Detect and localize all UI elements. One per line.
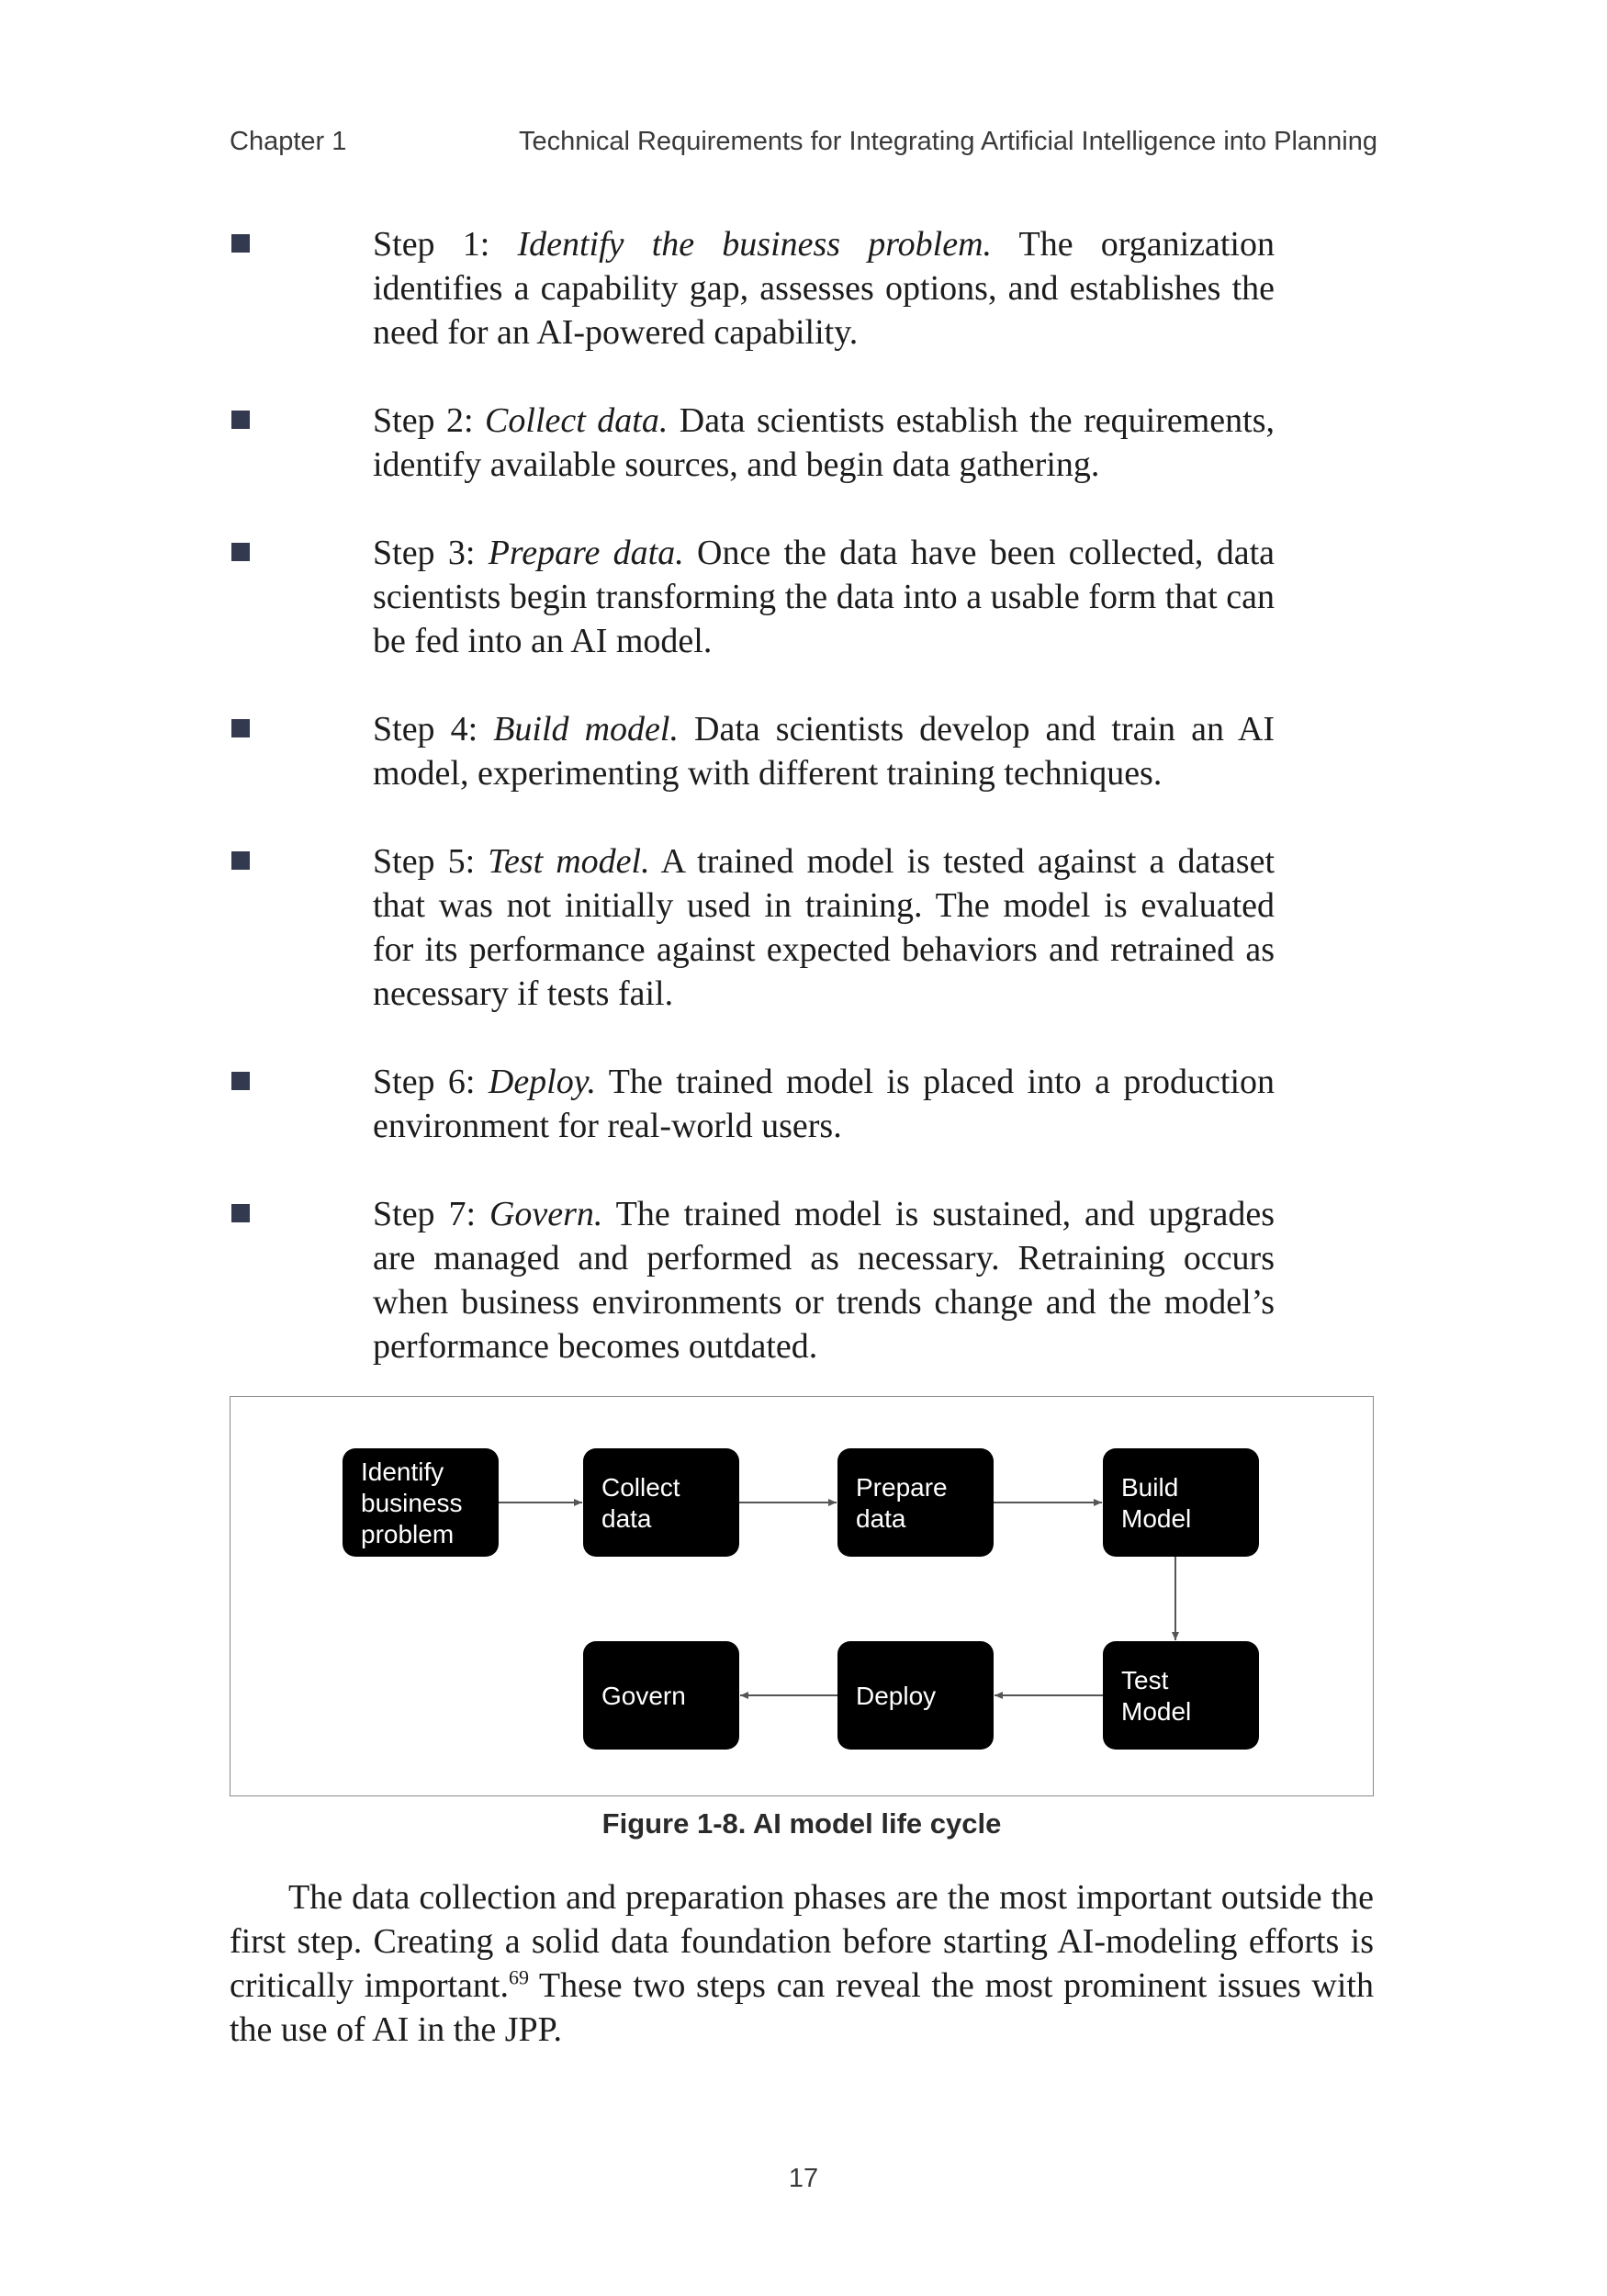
step-term: Test model. [488, 842, 650, 881]
flow-node-label: problem [361, 1520, 455, 1548]
lifecycle-flow-diagram [230, 1397, 1375, 1797]
list-item [303, 707, 1275, 795]
step-prefix: Step 1: [373, 225, 518, 264]
step-text: Once the data have been collected, data scientists begin transforming the data into a usable form that can be fed into an AI model. [373, 534, 1275, 660]
flow-node-collect [583, 1448, 739, 1557]
step-text: The trained model is placed into a production environment for real-world users. [373, 1063, 1275, 1145]
flow-node-deploy [837, 1641, 994, 1750]
step-term: Govern. [489, 1195, 603, 1233]
step-prefix: Step 2: [373, 401, 486, 440]
flow-node-build [1103, 1448, 1259, 1557]
step-term: Prepare data. [488, 534, 684, 572]
square-bullet-icon [231, 543, 250, 561]
flow-node-label: business [361, 1489, 463, 1517]
flow-node-label: data [601, 1504, 652, 1533]
lifecycle-figure [230, 1396, 1374, 1796]
chapter-label: Chapter 1 [230, 127, 347, 156]
step-text: The organization identifies a capability gap, assesses options, and establishes the need for an AI-powered capability. [373, 225, 1275, 352]
square-bullet-icon [231, 1072, 250, 1090]
flow-node-test [1103, 1641, 1259, 1750]
flow-node-label: Collect [601, 1473, 680, 1502]
step-prefix: Step 4: [373, 710, 494, 748]
flow-node-label: Model [1121, 1697, 1192, 1726]
flow-node-label: data [856, 1504, 906, 1533]
flow-node-label: Build [1121, 1473, 1179, 1502]
flow-node-identify [343, 1448, 499, 1557]
flow-node-box [583, 1448, 739, 1557]
flow-node-label: Govern [601, 1682, 686, 1710]
step-text: Data scientists develop and train an AI model, experimenting with different training techniques. [373, 710, 1275, 793]
body-paragraph [230, 1875, 1374, 2052]
figure-caption: Figure 1-8. AI model life cycle [601, 1807, 1002, 1840]
paragraph-text-continued: These two steps can reveal the most prominent issues with the use of AI in the JPP. [230, 1966, 1374, 2049]
paragraph-text: The data collection and preparation phases are the most important outside the first step. Creating a solid data foundation before starting AI-modeling efforts is critically important. [230, 1878, 1374, 2005]
step-term: Identify the business problem. [517, 225, 993, 264]
flow-node-prepare [837, 1448, 994, 1557]
square-bullet-icon [231, 851, 250, 870]
flow-node-box [1103, 1641, 1259, 1750]
step-term: Deploy. [488, 1063, 597, 1101]
flow-node-govern [583, 1641, 739, 1750]
running-header [230, 127, 1377, 163]
lifecycle-steps-list [303, 222, 1275, 1412]
flow-node-label: Deploy [856, 1682, 937, 1710]
flow-node-label: Identify [361, 1458, 444, 1486]
step-prefix: Step 5: [373, 842, 489, 881]
step-prefix: Step 3: [373, 534, 489, 572]
step-text: The trained model is sustained, and upgrades are managed and performed as necessary. Retraining occurs when business environments or trends change and the model’s performance becomes outdated. [373, 1195, 1275, 1366]
flow-node-label: Test [1121, 1666, 1169, 1694]
list-item [303, 222, 1275, 355]
running-title: Technical Requirements for Integrating Artificial Intelligence into Planning [519, 127, 1377, 156]
footnote-reference[interactable]: 69 [508, 1965, 529, 1989]
square-bullet-icon [231, 411, 250, 429]
list-item [303, 399, 1275, 487]
page-number: 17 [788, 2164, 819, 2193]
step-prefix: Step 6: [373, 1063, 489, 1101]
list-item [303, 839, 1275, 1016]
flow-node-label: Model [1121, 1504, 1192, 1533]
flow-node-label: Prepare [856, 1473, 948, 1502]
square-bullet-icon [231, 1204, 250, 1222]
list-item [303, 531, 1275, 663]
square-bullet-icon [231, 234, 250, 253]
square-bullet-icon [231, 719, 250, 737]
flow-node-box [1103, 1448, 1259, 1557]
step-term: Collect data. [485, 401, 669, 440]
list-item [303, 1192, 1275, 1368]
list-item [303, 1060, 1275, 1148]
step-text: A trained model is tested against a dataset that was not initially used in training. The model is evaluated for its performance against expected behaviors and retrained as necessary if tests fail. [373, 842, 1275, 1013]
step-term: Build model. [493, 710, 679, 748]
step-text: Data scientists establish the requirements, identify available sources, and begin data gathering. [373, 401, 1275, 484]
step-prefix: Step 7: [373, 1195, 489, 1233]
flow-node-box [837, 1448, 994, 1557]
